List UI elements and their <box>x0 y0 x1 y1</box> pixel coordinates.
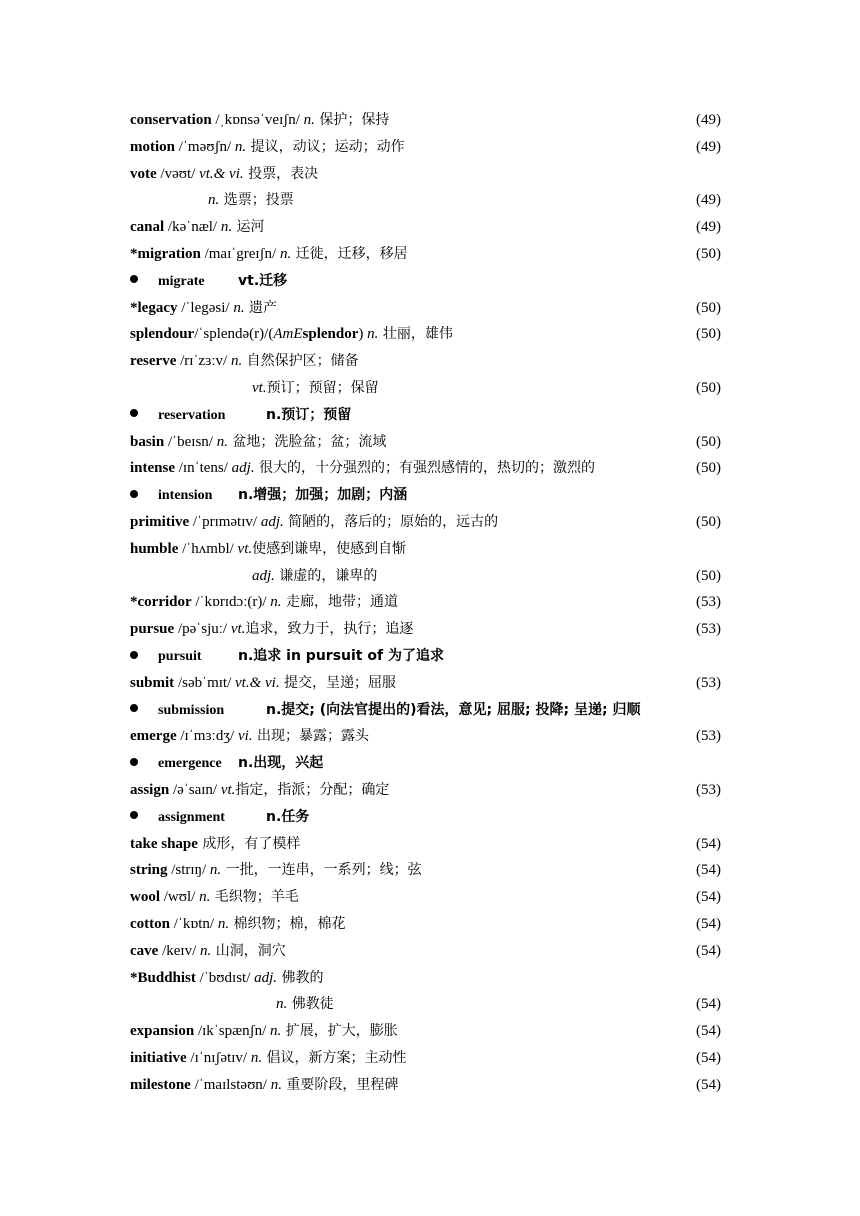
vocab-entry-row <box>130 857 730 884</box>
phonetic: /maɪˈgreɪʃn/ <box>200 245 280 262</box>
meaning: 迁徙，迁移，移居 <box>291 245 408 262</box>
page-reference: (53) <box>696 728 721 745</box>
meaning: 预订；预留；保留 <box>266 379 379 396</box>
meaning: 走廊，地带；通道 <box>281 594 398 611</box>
meaning: 使感到谦卑，使感到自惭 <box>252 540 407 557</box>
vocab-entry-row <box>130 348 730 375</box>
meaning: 倡议，新方案；主动性 <box>262 1049 407 1066</box>
meaning: 成形，有了模样 <box>197 835 301 852</box>
vocab-entry-row <box>130 429 730 456</box>
derived-word-row <box>130 643 730 670</box>
part-of-speech: adj. <box>260 513 284 530</box>
phonetic: /kəˈnæl/ <box>164 219 221 236</box>
phonetic: /ˈkɒrɪdɔː(r)/ <box>191 594 271 611</box>
derived-word: pursuit <box>158 648 202 664</box>
derived-word-row <box>130 402 730 429</box>
entry-continuation-row <box>130 991 730 1018</box>
bullet-icon <box>130 409 138 417</box>
bullet-icon <box>130 275 138 283</box>
vocab-entry-row <box>130 884 730 911</box>
vocabulary-list <box>130 107 730 1098</box>
part-of-speech: n. <box>216 433 228 450</box>
derived-meaning: n.增强；加强；加剧；内涵 <box>238 487 408 504</box>
vocab-entry-row <box>130 831 730 858</box>
page-reference: (54) <box>696 996 721 1013</box>
page-reference: (50) <box>696 567 721 584</box>
meaning: 重要阶段，里程碑 <box>281 1076 399 1093</box>
headword: string <box>130 862 168 879</box>
headword: emerge <box>130 728 177 745</box>
headword: assign <box>130 781 170 798</box>
meaning: 壮丽，雄伟 <box>378 326 453 343</box>
phonetic: /vəʊt/ <box>156 165 200 182</box>
headword: *migration <box>130 245 201 262</box>
vocab-entry-row <box>130 670 730 697</box>
derived-word: assignment <box>158 809 225 825</box>
headword: take shape <box>130 835 198 852</box>
vocab-entry-row <box>130 1072 730 1099</box>
phonetic: /keɪv/ <box>158 942 200 959</box>
entry-continuation-row <box>130 563 730 590</box>
meaning: 遗产 <box>244 299 278 316</box>
headword: intense <box>130 460 175 477</box>
derived-word-row <box>130 482 730 509</box>
phonetic: /ɪkˈspænʃn/ <box>194 1023 271 1040</box>
vocab-entry-row <box>130 214 730 241</box>
headword: canal <box>130 219 165 236</box>
variant-label: AmE <box>273 326 303 343</box>
vocab-entry-row <box>130 911 730 938</box>
phonetic: /ˈprɪmətɪv/ <box>189 513 261 530</box>
continuation-sense <box>252 375 379 402</box>
vocab-entry-row <box>130 616 730 643</box>
derived-word: migrate <box>158 273 205 289</box>
part-of-speech: adj. <box>254 969 278 986</box>
part-of-speech: n. <box>217 915 230 932</box>
entry-continuation-row <box>130 375 730 402</box>
headword: *Buddhist <box>130 969 196 986</box>
part-of-speech: n. <box>250 1049 263 1066</box>
part-of-speech: vt.& vi. <box>199 165 244 182</box>
part-of-speech: vi. <box>237 728 253 745</box>
part-of-speech: n. <box>233 299 245 316</box>
phonetic: /ˈbʊdɪst/ <box>195 969 255 986</box>
page-reference: (53) <box>696 621 721 638</box>
headword: cave <box>130 942 159 959</box>
page-reference: (54) <box>696 1049 721 1066</box>
derived-meaning: n.预订；预留 <box>266 406 352 423</box>
part-of-speech: n. <box>234 138 247 155</box>
page-reference: (54) <box>696 915 721 932</box>
phonetic: /strɪŋ/ <box>167 862 210 879</box>
phonetic: /wʊl/ <box>160 889 200 906</box>
page-reference: (54) <box>696 1023 721 1040</box>
vocab-entry-row <box>130 321 730 348</box>
meaning: 提交，呈递；屈服 <box>279 674 397 691</box>
phonetic: /ˈlegəsi/ <box>177 299 234 316</box>
part-of-speech: n. <box>367 326 379 343</box>
meaning: 指定，指派；分配；确定 <box>235 781 390 798</box>
derived-word: reservation <box>158 407 226 423</box>
vocab-entry-row <box>130 938 730 965</box>
headword: primitive <box>130 513 190 530</box>
derived-word: emergence <box>158 756 222 772</box>
phonetic: /ˈsplendə(r)/( <box>194 326 274 343</box>
headword: humble <box>130 540 179 557</box>
phonetic: /ˈmaɪlstəʊn/ <box>190 1076 271 1093</box>
page-reference: (49) <box>696 138 721 155</box>
part-of-speech: n. <box>220 219 233 236</box>
headword: submit <box>130 674 175 691</box>
continuation-sense <box>252 563 377 590</box>
headword: expansion <box>130 1023 195 1040</box>
derived-meaning: n.追求 in pursuit of 为了追求 <box>238 647 444 664</box>
phonetic: /rɪˈzɜːv/ <box>176 353 231 370</box>
derived-word-row <box>130 804 730 831</box>
part-of-speech: n. <box>199 889 211 906</box>
page-reference: (53) <box>696 674 721 691</box>
part-of-speech: n. <box>276 996 288 1013</box>
meaning: 选票；投票 <box>219 192 294 209</box>
headword: *legacy <box>130 299 178 316</box>
meaning: 毛织物；羊毛 <box>210 889 299 906</box>
page-reference: (50) <box>696 379 721 396</box>
bullet-icon <box>130 811 138 819</box>
continuation-sense <box>276 991 334 1018</box>
meaning: 自然保护区；储备 <box>242 353 359 370</box>
meaning: 盆地；洗脸盆；盆；流域 <box>227 433 387 450</box>
vocab-entry-row <box>130 107 730 134</box>
headword: reserve <box>130 353 177 370</box>
phonetic: /ˈkɒtn/ <box>170 915 218 932</box>
meaning: 扩展，扩大，膨胀 <box>281 1023 398 1040</box>
phonetic: /ɪˈmɜːdʒ/ <box>176 728 238 745</box>
vocab-entry-row <box>130 965 730 992</box>
page-reference: (50) <box>696 433 721 450</box>
headword: *corridor <box>130 594 192 611</box>
headword: splendour <box>130 326 195 343</box>
derived-meaning: n.任务 <box>266 808 310 825</box>
part-of-speech: n. <box>270 1076 282 1093</box>
page-reference: (50) <box>696 513 721 530</box>
vocab-entry-row <box>130 241 730 268</box>
meaning: 简陋的，落后的；原始的，远古的 <box>283 513 499 530</box>
vocab-entry-row <box>130 1018 730 1045</box>
headword: milestone <box>130 1076 191 1093</box>
derived-meaning: n.提交; (向法官提出的)看法，意见; 屈服; 投降; 呈递; 归顺 <box>266 701 641 718</box>
meaning: 运河 <box>232 219 265 236</box>
page-reference: (50) <box>696 326 721 343</box>
headword: cotton <box>130 915 170 932</box>
phonetic: /ˈhʌmbl/ <box>178 540 238 557</box>
vocab-entry-row <box>130 723 730 750</box>
headword: pursue <box>130 621 175 638</box>
entry-continuation-row <box>130 187 730 214</box>
bullet-icon <box>130 651 138 659</box>
part-of-speech: adj. <box>231 460 255 477</box>
vocab-entry-row <box>130 295 730 322</box>
bullet-icon <box>130 490 138 498</box>
page-reference: (50) <box>696 299 721 316</box>
headword: motion <box>130 138 175 155</box>
meaning: 一批，一连串，一系列；线；弦 <box>221 862 422 879</box>
part-of-speech: adj. <box>252 567 275 584</box>
page-reference: (50) <box>696 245 721 262</box>
part-of-speech: vt. <box>237 540 253 557</box>
phonetic: /ɪˈnɪʃətɪv/ <box>186 1049 251 1066</box>
page-reference: (54) <box>696 942 721 959</box>
vocab-entry-row <box>130 509 730 536</box>
part-of-speech: vt. <box>230 621 246 638</box>
vocab-entry-row <box>130 536 730 563</box>
meaning: 佛教的 <box>277 969 324 986</box>
phonetic: /ˈbeɪsn/ <box>164 433 217 450</box>
page-reference: (54) <box>696 1076 721 1093</box>
meaning: 保护；保持 <box>314 112 390 128</box>
phonetic: /səbˈmɪt/ <box>174 674 236 691</box>
part-of-speech: n. <box>279 245 292 262</box>
page-reference: (50) <box>696 460 721 477</box>
meaning: 出现；暴露；露头 <box>252 728 369 745</box>
vocab-entry-row <box>130 777 730 804</box>
part-of-speech: vt. <box>252 379 267 396</box>
page-reference: (53) <box>696 594 721 611</box>
meaning: 提议，动议；运动；动作 <box>246 138 405 155</box>
meaning: 很大的，十分强烈的；有强烈感情的，热切的；激烈的 <box>254 460 596 477</box>
page-reference: (54) <box>696 889 721 906</box>
meaning: 佛教徒 <box>287 996 334 1013</box>
derived-word-row <box>130 750 730 777</box>
headword: basin <box>130 433 165 450</box>
page-reference: (53) <box>696 781 721 798</box>
part-of-speech: n. <box>270 1023 282 1040</box>
headword: wool <box>130 889 160 906</box>
meaning: 投票，表决 <box>243 165 319 182</box>
derived-word-row <box>130 697 730 724</box>
meaning: 棉织物；棉，棉花 <box>229 915 346 932</box>
page-reference: (49) <box>696 192 721 209</box>
page-reference: (54) <box>696 862 721 879</box>
vocab-entry-row <box>130 161 730 188</box>
meaning: 山洞，洞穴 <box>211 942 286 959</box>
derived-word-row <box>130 268 730 295</box>
headword: vote <box>130 165 157 182</box>
headword: initiative <box>130 1049 187 1066</box>
headword: conservation <box>130 112 212 128</box>
part-of-speech: n. <box>209 862 222 879</box>
page-reference: (49) <box>696 219 721 236</box>
derived-word: submission <box>158 702 225 718</box>
part-of-speech: vt. <box>220 781 236 798</box>
bullet-icon <box>130 758 138 766</box>
derived-meaning: n.出现，兴起 <box>238 755 324 772</box>
phonetic: /pəˈsjuː/ <box>174 621 231 638</box>
part-of-speech: n. <box>230 353 243 370</box>
vocab-entry-row <box>130 455 730 482</box>
derived-meaning: vt.迁移 <box>238 272 288 289</box>
part-of-speech: n. <box>303 112 315 128</box>
meaning: 谦虚的，谦卑的 <box>274 567 378 584</box>
page-reference: (54) <box>696 835 721 852</box>
phonetic: /ɪnˈtens/ <box>175 460 232 477</box>
phonetic-close: ) <box>358 326 368 343</box>
phonetic: /ˈməʊʃn/ <box>175 138 235 155</box>
continuation-sense <box>208 187 294 214</box>
part-of-speech: n. <box>208 192 220 209</box>
part-of-speech: n. <box>270 594 282 611</box>
variant-word: splendor <box>302 326 359 343</box>
part-of-speech: vt.& vi. <box>235 674 280 691</box>
part-of-speech: n. <box>200 942 212 959</box>
derived-word: intension <box>158 488 213 504</box>
vocab-entry-row <box>130 134 730 161</box>
vocab-entry-row <box>130 1045 730 1072</box>
meaning: 追求，致力于，执行；追逐 <box>245 621 414 638</box>
phonetic: /ˌkɒnsəˈveɪʃn/ <box>211 112 304 128</box>
bullet-icon <box>130 704 138 712</box>
vocab-entry-row <box>130 589 730 616</box>
phonetic: /əˈsaɪn/ <box>169 781 221 798</box>
page-reference: (49) <box>696 112 721 128</box>
